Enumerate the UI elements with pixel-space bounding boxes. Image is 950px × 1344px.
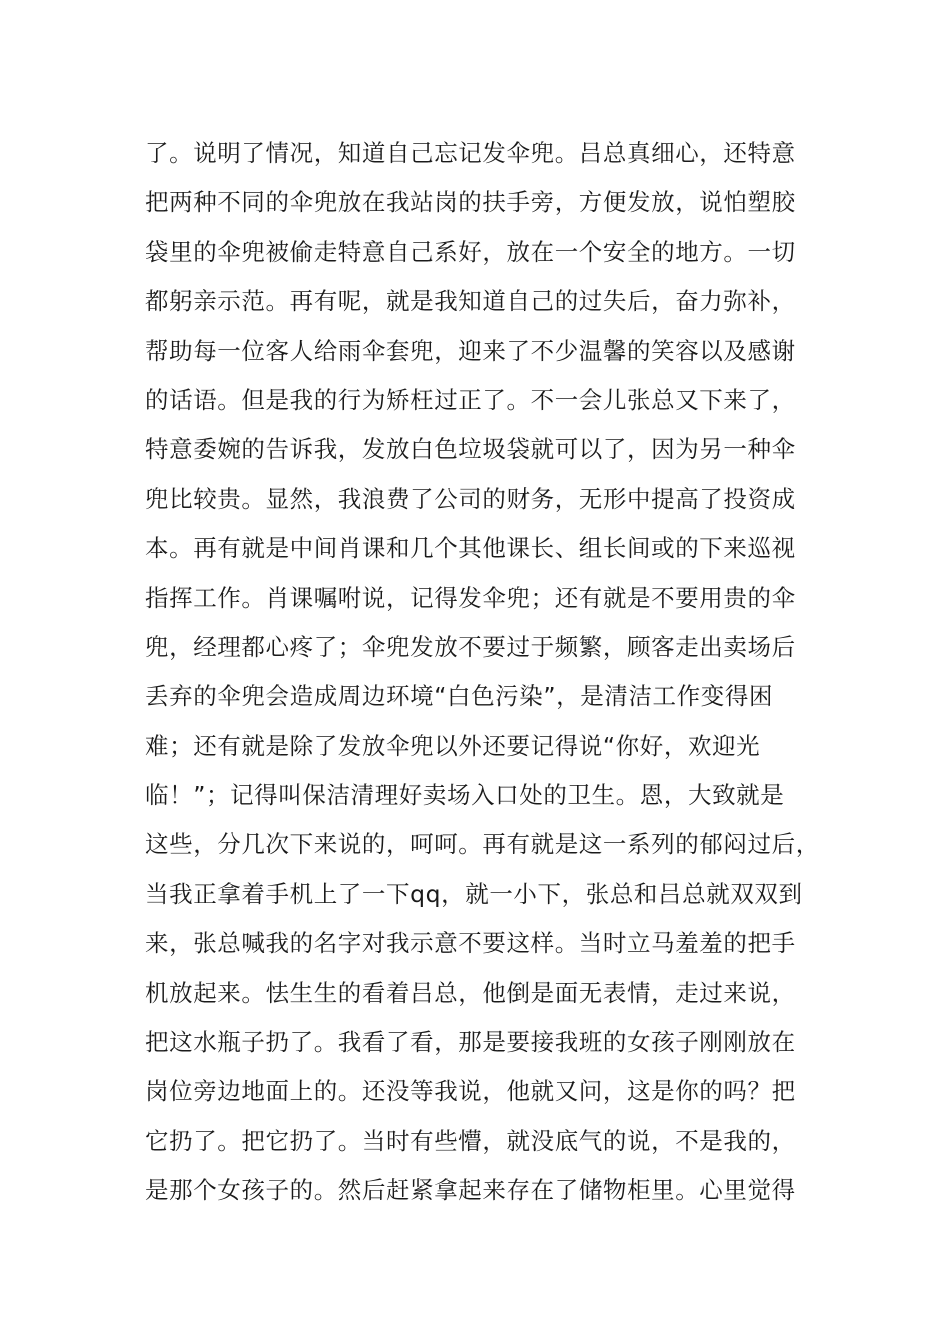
text-line: 难；还有就是除了发放伞兜以外还要记得说“你好，欢迎光 — [145, 731, 761, 760]
text-line: 这些，分几次下来说的，呵呵。再有就是这一系列的郁闷过后， — [145, 830, 820, 859]
text-line: 岗位旁边地面上的。还没等我说，他就又问，这是你的吗？把 — [145, 1077, 796, 1106]
text-line: 当我正拿着手机上了一下qq，就一小下，张总和吕总就双双到 — [145, 879, 803, 908]
text-line: 了。说明了情况，知道自己忘记发伞兜。吕总真细心，还特意 — [145, 139, 796, 167]
text-line: 兜，经理都心疼了；伞兜发放不要过于频繁，顾客走出卖场后 — [145, 632, 796, 661]
text-line: 把这水瓶子扔了。我看了看，那是要接我班的女孩子刚刚放在 — [145, 1028, 796, 1057]
text-line: 都躬亲示范。再有呢，就是我知道自己的过失后，奋力弥补， — [145, 287, 796, 316]
text-line: 特意委婉的告诉我，发放白色垃圾袋就可以了，因为另一种伞 — [145, 435, 796, 464]
text-line: 把两种不同的伞兜放在我站岗的扶手旁，方便发放，说怕塑胶 — [145, 188, 796, 217]
text-line: 它扔了。把它扔了。当时有些懵，就没底气的说，不是我的， — [145, 1126, 796, 1155]
text-line: 临！”；记得叫保洁清理好卖场入口处的卫生。恩，大致就是 — [145, 781, 785, 810]
text-line: 本。再有就是中间肖课和几个其他课长、组长间或的下来巡视 — [145, 534, 796, 563]
text-line: 机放起来。怯生生的看着吕总，他倒是面无表情，走过来说， — [145, 978, 796, 1007]
text-line: 是那个女孩子的。然后赶紧拿起来存在了储物柜里。心里觉得 — [145, 1176, 796, 1205]
text-line: 的话语。但是我的行为矫枉过正了。不一会儿张总又下来了， — [145, 385, 796, 414]
text-line: 来，张总喊我的名字对我示意不要这样。当时立马羞羞的把手 — [145, 929, 796, 958]
text-line: 兜比较贵。显然，我浪费了公司的财务，无形中提高了投资成 — [145, 484, 796, 513]
text-line: 指挥工作。肖课嘱咐说，记得发伞兜；还有就是不要用贵的伞 — [145, 583, 796, 612]
text-line: 帮助每一位客人给雨伞套兜，迎来了不少温馨的笑容以及感谢 — [145, 336, 796, 365]
text-line: 袋里的伞兜被偷走特意自己系好，放在一个安全的地方。一切 — [145, 237, 796, 266]
body-text — [145, 129, 835, 1216]
text-line: 丢弃的伞兜会造成周边环境“白色污染”，是清洁工作变得困 — [145, 682, 774, 711]
